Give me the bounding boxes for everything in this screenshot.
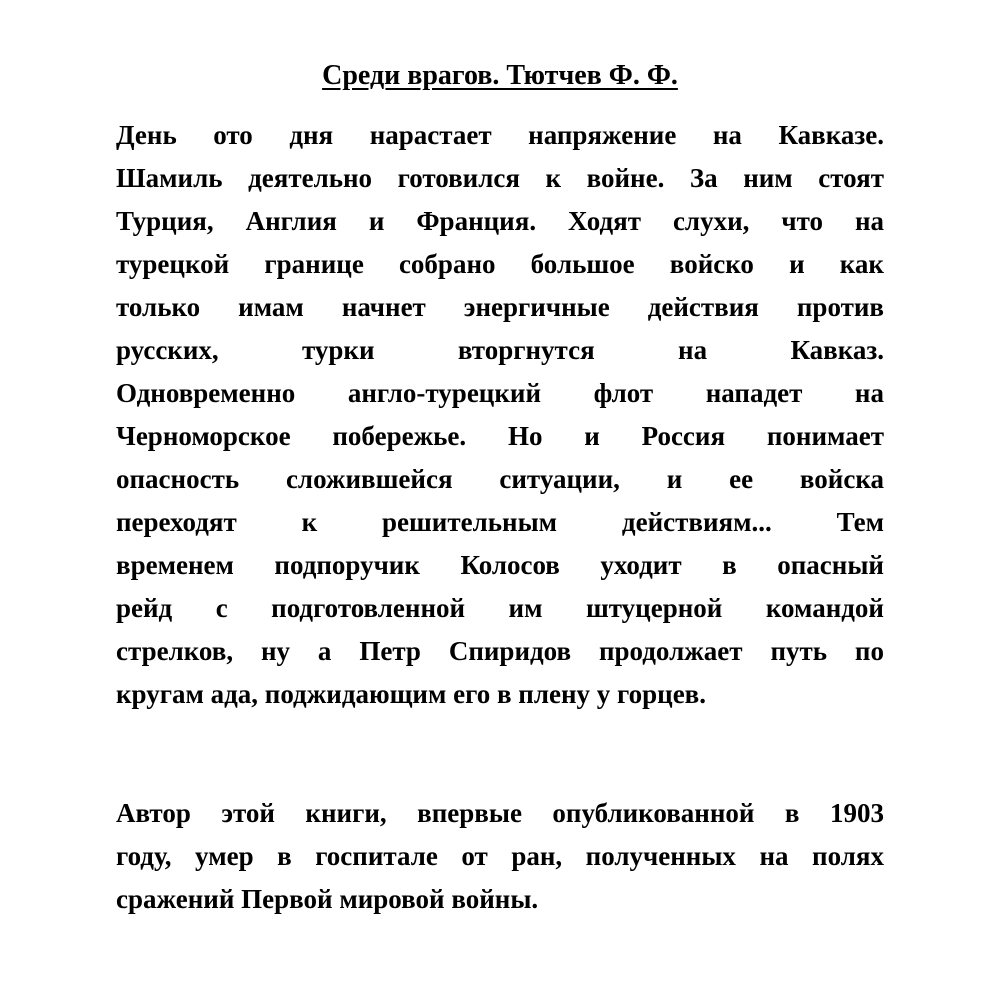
text-line: переходят к решительным действиям... Тем [116,507,884,537]
text-line: опасность сложившейся ситуации, и ее войска [116,464,884,494]
text-line: День ото дня нарастает напряжение на Кавказе. [116,120,884,150]
page-title: Среди врагов. Тютчев Ф. Ф. [322,60,678,91]
text-line: стрелков, ну а Петр Спиридов продолжает путь по [116,636,884,666]
text-line: Черноморское побережье. Но и Россия понимает [116,421,884,451]
text-line: рейд с подготовленной им штуцерной командой [116,593,884,623]
text-line: сражений Первой мировой войны. [116,884,539,914]
text-line: кругам ада, поджидающим его в плену у горцев. [116,679,707,709]
text-line: Одновременно англо-турецкий флот нападет на [116,378,884,408]
author-paragraph [116,792,884,921]
text-line: только имам начнет энергичные действия против [116,292,884,322]
description-paragraph [116,114,884,716]
text-line: русских, турки вторгнутся на Кавказ. [116,335,884,365]
text-line: Турция, Англия и Франция. Ходят слухи, что на [116,206,884,236]
text-line: турецкой границе собрано большое войско и как [116,249,884,279]
text-line: Автор этой книги, впервые опубликованной в 1903 [116,798,884,828]
text-line: временем подпоручик Колосов уходит в опасный [116,550,884,580]
text-line: Шамиль деятельно готовился к войне. За ним стоят [116,163,884,193]
text-line: году, умер в госпитале от ран, полученных на полях [116,841,884,871]
